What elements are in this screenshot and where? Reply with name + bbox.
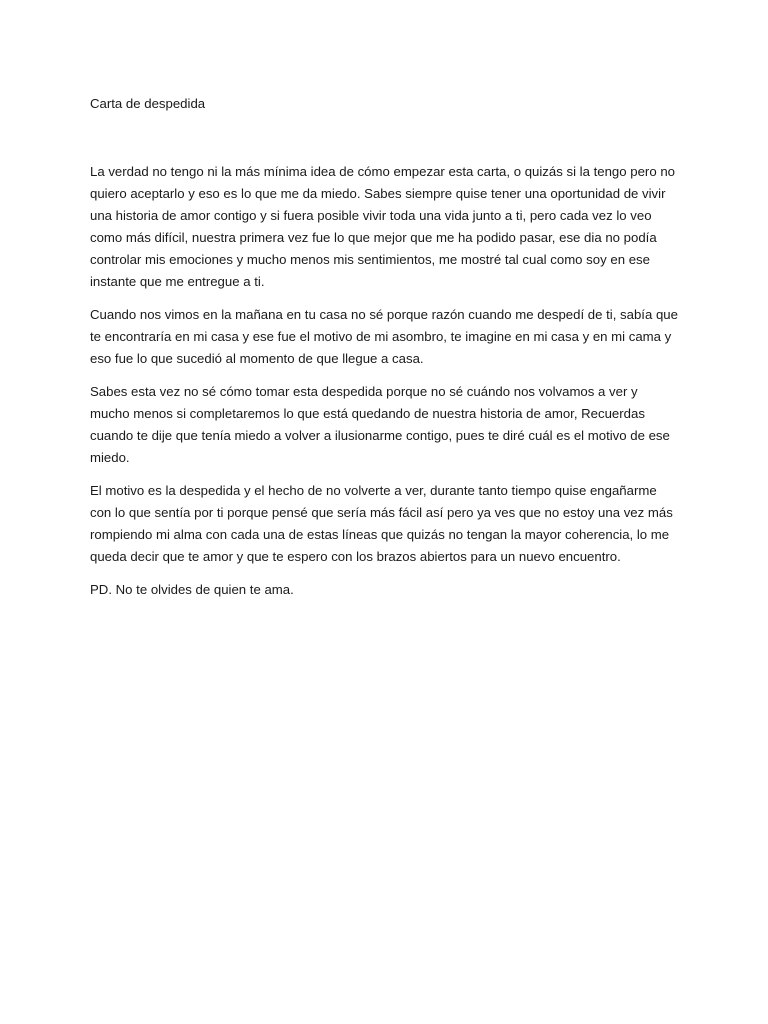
letter-body bbox=[90, 93, 680, 612]
paragraph-2: Cuando nos vimos en la mañana en tu casa no sé porque razón cuando me despedí de ti, sabía que te encontraría en mi casa y ese fue el motivo de mi asombro, te imagine en mi casa y en mi cama y eso fue lo que sucedió al momento de que llegue a casa. bbox=[90, 307, 678, 366]
paragraph-3: Sabes esta vez no sé cómo tomar esta despedida porque no sé cuándo nos volvamos a ver y mucho menos si completaremos lo que está quedando de nuestra historia de amor, Recuerdas cuando te dije que tenía miedo a volver a ilusionarme contigo, pues te diré cuál es el motivo de ese miedo. bbox=[90, 384, 670, 465]
postscript: PD. No te olvides de quien te ama. bbox=[90, 582, 294, 597]
paragraph-1: La verdad no tengo ni la más mínima idea de cómo empezar esta carta, o quizás si la tengo pero no quiero aceptarlo y eso es lo que me da miedo. Sabes siempre quise tener una oportunidad de vivir una historia de amor contigo y si fuera posible vivir toda una vida junto a ti, pero cada vez lo veo como más difícil, nuestra primera vez fue lo que mejor que me ha podido pasar, ese dia no podía controlar mis emociones y mucho menos mis sentimientos, me mostré tal cual como soy en ese instante que me entregue a ti. bbox=[90, 164, 675, 289]
paragraph-4: El motivo es la despedida y el hecho de no volverte a ver, durante tanto tiempo quise engañarme con lo que sentía por ti porque pensé que sería más fácil así pero ya ves que no estoy una vez más rompiendo mi alma con cada una de estas líneas que quizás no tengan la mayor coherencia, lo me queda decir que te amor y que te espero con los brazos abiertos para un nuevo encuentro. bbox=[90, 483, 673, 564]
letter-title: Carta de despedida bbox=[90, 96, 206, 111]
